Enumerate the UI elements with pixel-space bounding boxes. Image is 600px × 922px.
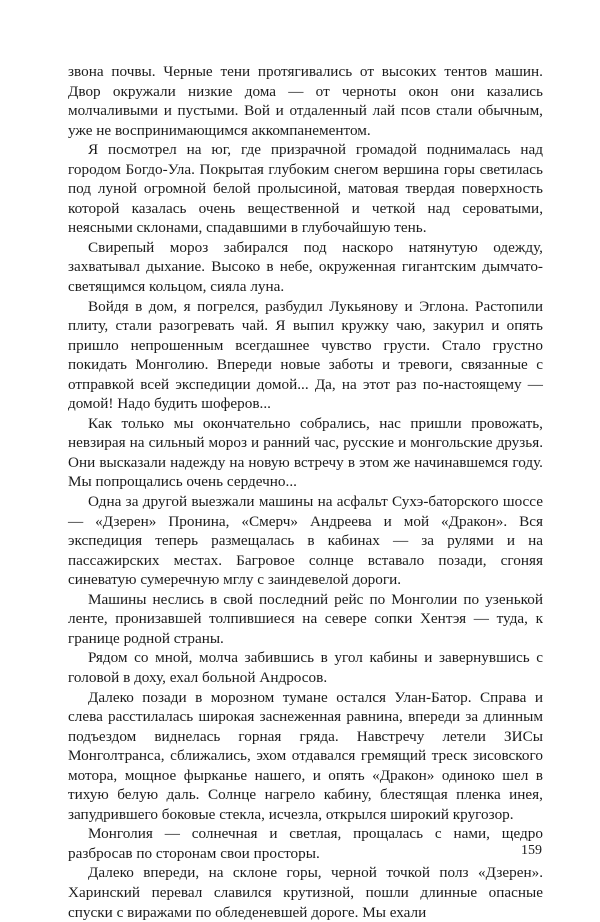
paragraph-10: Монголия — солнечная и светлая, прощалась с нами, щедро разбросав по сторонам свои просторы. [68,825,543,862]
paragraph-3: Свирепый мороз забирался под наскоро натянутую одежду, захватывал дыхание. Высоко в небе, окруженная гигантским дымчато-светящимся кольцом, сияла луна. [68,238,543,296]
page-text [68,62,543,922]
paragraph-7: Машины неслись в свой последний рейс по Монголии по узенькой ленте, пронизавшей толпившиеся на севере сопки Хентэя — туда, к границе родной страны. [68,590,543,647]
paragraph-4: Войдя в дом, я погрелся, разбудил Лукьянову и Эглона. Растопили плиту, стали разогревать чай. Я выпил кружку чаю, закурил и опять пришло непрошенным всегдашнее чувство грусти. Стало грустно покидать Монголию. Впереди новые заботы и тревоги, связанные с отправкой всей экспедиции домой... Да, на этот раз по-настоящему — домой! Надо будить шоферов... [68,297,543,413]
paragraph-8: Рядом со мной, молча забившись в угол кабины и завернувшись с головой в доху, ехал больной Андросов. [68,649,543,686]
paragraph-1: звона почвы. Черные тени протягивались от высоких тентов машин. Двор окружали низкие дома — от черноты окон они казались молчаливыми и пустыми. Вой и отдаленный лай псов стали обычным, уже не воспринимающимся аккомпанементом. [68,63,543,139]
paragraph-9: Далеко позади в морозном тумане остался Улан-Батор. Справа и слева расстилалась широкая заснеженная равнина, впереди за длинным подъездом виднелась горная гряда. Навстречу летели ЗИСы Монголтранса, сближались, эхом отдавался гремящий треск зисовского мотора, мощное фырканье нашего, и опять «Дракон» одиноко шел в тихую белую даль. Солнце нагрело кабину, блестящая пленка инея, запудрившего боковые стекла, исчезла, открылся широкий кругозор. [68,688,543,823]
paragraph-11: Далеко впереди, на склоне горы, черной точкой полз «Дзерен». Харинский перевал славился крутизной, пошли длинные опасные спуски с виражами по обледеневшей дороге. Мы ехали [68,864,543,921]
paragraph-6: Одна за другой выезжали машины на асфальт Сухэ-баторского шоссе — «Дзерен» Пронина, «Смерч» Андреева и мой «Дракон». Вся экспедиция теперь размещалась в кабинах — за рулями и на пассажирских местах. Багровое солнце вставало позади, сгоняя синеватую сумеречную мглу с заиндевелой дороги. [68,493,543,589]
paragraph-5: Как только мы окончательно собрались, нас пришли провожать, невзирая на сильный мороз и ранний час, русские и монгольские друзья. Они высказали надежду на новую встречу в этом же начинавшемся году. Мы попрощались очень сердечно... [68,414,543,491]
paragraph-2: Я посмотрел на юг, где призрачной громадой поднималась над городом Богдо-Ула. Покрытая глубоким снегом вершина горы светилась под луной огромной белой пролысиной, матовая твердая поверхность которой казалась очень вещественной и четкой над сероватыми, неясными склонами, спадавшими в глубочайшую тень. [68,141,543,237]
page-number: 159 [521,843,542,858]
